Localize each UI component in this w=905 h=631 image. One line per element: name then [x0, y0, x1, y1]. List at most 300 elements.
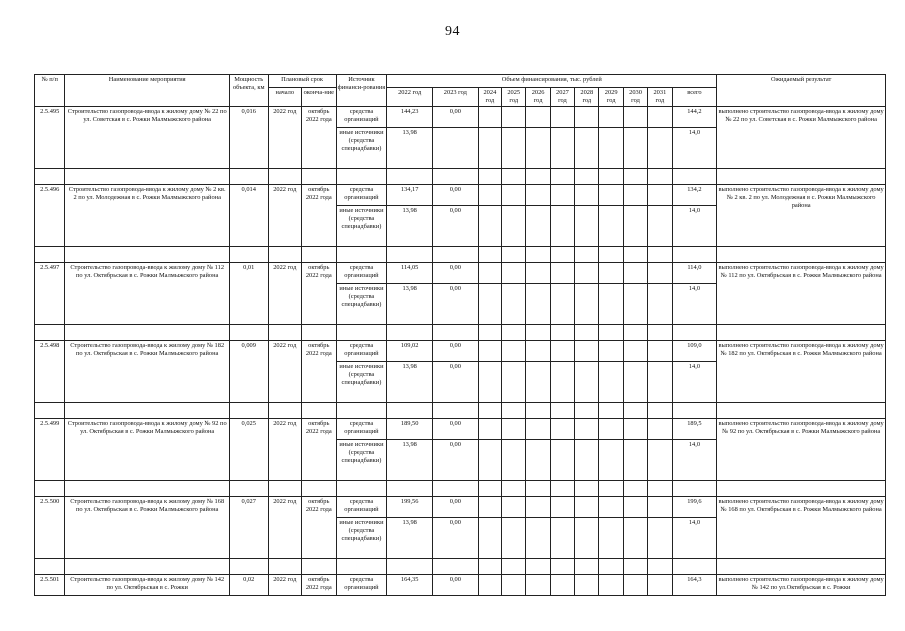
- gap-cell: [550, 559, 574, 575]
- value-empty-year: [550, 284, 574, 325]
- row-result: выполнено строительство газопровода-ввода к жилому дому № 142 по ул.Октябрьская в с. Рожки: [717, 575, 886, 596]
- value-empty-year: [526, 341, 550, 362]
- row-name: Строительство газопровода-ввода к жилому дому № 142 по ул. Октябрьская в с. Рожки: [65, 575, 230, 596]
- gap-cell: [526, 325, 550, 341]
- row-gap: [35, 169, 886, 185]
- gap-cell: [336, 559, 387, 575]
- gap-cell: [35, 403, 65, 419]
- value-empty-year: [623, 362, 647, 403]
- value-empty-year: [575, 440, 599, 481]
- row-name: Строительство газопровода-ввода к жилому дому № 92 по ул. Октябрьская в с. Рожки Малмыжского района: [65, 419, 230, 481]
- budget-table-sheet: [34, 74, 886, 596]
- value-2022: 164,35: [387, 575, 433, 596]
- value-empty-year: [599, 341, 623, 362]
- value-empty-year: [623, 497, 647, 518]
- value-empty-year: [599, 497, 623, 518]
- row-start: 2022 год: [268, 419, 302, 481]
- value-2022: 13,98: [387, 362, 433, 403]
- funding-source: средства организаций: [336, 497, 387, 518]
- value-empty-year: [550, 107, 574, 128]
- header-year: 2029 год: [599, 88, 623, 107]
- value-empty-year: [550, 518, 574, 559]
- value-2023: 0,00: [433, 206, 479, 247]
- header-year: 2023 год: [433, 88, 479, 107]
- budget-table: [34, 74, 886, 596]
- value-empty-year: [623, 263, 647, 284]
- gap-cell: [502, 247, 526, 263]
- gap-cell: [648, 481, 672, 497]
- row-number: 2.5.497: [35, 263, 65, 325]
- value-empty-year: [648, 419, 672, 440]
- gap-cell: [302, 325, 337, 341]
- gap-cell: [268, 247, 302, 263]
- gap-cell: [717, 325, 886, 341]
- value-empty-year: [502, 362, 526, 403]
- gap-cell: [387, 403, 433, 419]
- row-gap: [35, 403, 886, 419]
- row-capacity: 0,009: [229, 341, 268, 403]
- value-empty-year: [550, 575, 574, 596]
- funding-source: средства организаций: [336, 419, 387, 440]
- gap-cell: [623, 247, 647, 263]
- value-empty-year: [575, 128, 599, 169]
- value-total: 14,0: [672, 206, 717, 247]
- gap-cell: [35, 247, 65, 263]
- gap-cell: [229, 481, 268, 497]
- funding-source: средства организаций: [336, 341, 387, 362]
- value-2022: 199,56: [387, 497, 433, 518]
- value-empty-year: [599, 575, 623, 596]
- value-empty-year: [478, 497, 501, 518]
- row-result: выполнено строительство газопровода-ввода к жилому дому № 22 по ул. Советская в с. Рожки Малмыжского района: [717, 107, 886, 169]
- row-gap: [35, 481, 886, 497]
- row-number: 2.5.498: [35, 341, 65, 403]
- header-year: 2024 год: [478, 88, 501, 107]
- row-number: 2.5.495: [35, 107, 65, 169]
- gap-cell: [623, 169, 647, 185]
- gap-cell: [623, 481, 647, 497]
- row-capacity: 0,01: [229, 263, 268, 325]
- row-name: Строительство газопровода-ввода к жилому дому № 22 по ул. Советская в с. Рожки Малмыжского района: [65, 107, 230, 169]
- value-empty-year: [575, 341, 599, 362]
- gap-cell: [672, 481, 717, 497]
- gap-cell: [575, 559, 599, 575]
- value-empty-year: [478, 185, 501, 206]
- gap-cell: [717, 403, 886, 419]
- gap-cell: [302, 481, 337, 497]
- row-end: октябрь 2022 года: [302, 419, 337, 481]
- value-empty-year: [478, 107, 501, 128]
- gap-cell: [550, 247, 574, 263]
- value-empty-year: [502, 206, 526, 247]
- gap-cell: [478, 247, 501, 263]
- value-empty-year: [526, 518, 550, 559]
- row-start: 2022 год: [268, 107, 302, 169]
- value-empty-year: [550, 440, 574, 481]
- value-2022: 189,50: [387, 419, 433, 440]
- value-empty-year: [526, 362, 550, 403]
- row-name: Строительство газопровода-ввода к жилому дому № 182 по ул. Октябрьская в с. Рожки Малмыжского района: [65, 341, 230, 403]
- gap-cell: [717, 559, 886, 575]
- gap-cell: [302, 169, 337, 185]
- gap-cell: [672, 403, 717, 419]
- gap-cell: [229, 247, 268, 263]
- value-empty-year: [648, 107, 672, 128]
- gap-cell: [336, 169, 387, 185]
- gap-cell: [717, 481, 886, 497]
- gap-cell: [35, 559, 65, 575]
- value-empty-year: [599, 419, 623, 440]
- value-empty-year: [550, 362, 574, 403]
- value-2023: 0,00: [433, 362, 479, 403]
- row-capacity: 0,027: [229, 497, 268, 559]
- value-empty-year: [648, 284, 672, 325]
- value-empty-year: [502, 185, 526, 206]
- gap-cell: [387, 481, 433, 497]
- value-empty-year: [648, 185, 672, 206]
- value-empty-year: [478, 284, 501, 325]
- row-result: выполнено строительство газопровода-ввода к жилому дому № 92 по ул. Октябрьская в с. Рожки Малмыжского района: [717, 419, 886, 481]
- row-gap: [35, 325, 886, 341]
- gap-cell: [478, 325, 501, 341]
- value-empty-year: [478, 518, 501, 559]
- value-2022: 13,98: [387, 518, 433, 559]
- row-start: 2022 год: [268, 263, 302, 325]
- value-empty-year: [623, 107, 647, 128]
- gap-cell: [648, 325, 672, 341]
- value-empty-year: [648, 497, 672, 518]
- gap-cell: [433, 325, 479, 341]
- value-empty-year: [599, 206, 623, 247]
- value-empty-year: [648, 206, 672, 247]
- gap-cell: [229, 403, 268, 419]
- row-gap: [35, 247, 886, 263]
- value-2023: 0,00: [433, 518, 479, 559]
- gap-cell: [302, 559, 337, 575]
- value-empty-year: [550, 341, 574, 362]
- row-gap: [35, 559, 886, 575]
- value-2022: 134,17: [387, 185, 433, 206]
- gap-cell: [229, 325, 268, 341]
- value-empty-year: [575, 206, 599, 247]
- gap-cell: [229, 559, 268, 575]
- value-empty-year: [478, 362, 501, 403]
- header-source: Источник финанси-рования: [336, 75, 387, 107]
- gap-cell: [599, 247, 623, 263]
- gap-cell: [336, 403, 387, 419]
- row-number: 2.5.500: [35, 497, 65, 559]
- header-capacity: Мощность объекта, км: [229, 75, 268, 107]
- gap-cell: [648, 247, 672, 263]
- table-row: [35, 263, 886, 284]
- gap-cell: [550, 403, 574, 419]
- value-empty-year: [623, 284, 647, 325]
- header-year: 2031 год: [648, 88, 672, 107]
- value-empty-year: [502, 263, 526, 284]
- value-empty-year: [648, 263, 672, 284]
- header-row-1: [35, 75, 886, 88]
- gap-cell: [387, 559, 433, 575]
- row-end: октябрь 2022 года: [302, 185, 337, 247]
- row-end: октябрь 2022 года: [302, 263, 337, 325]
- value-empty-year: [502, 128, 526, 169]
- row-capacity: 0,02: [229, 575, 268, 596]
- gap-cell: [433, 481, 479, 497]
- gap-cell: [526, 169, 550, 185]
- value-empty-year: [526, 440, 550, 481]
- value-empty-year: [526, 575, 550, 596]
- gap-cell: [502, 169, 526, 185]
- header-total: всего: [672, 88, 717, 107]
- header-result: Ожидаемый результат: [717, 75, 886, 107]
- value-total: 144,2: [672, 107, 717, 128]
- value-empty-year: [502, 107, 526, 128]
- header-year: 2025 год: [502, 88, 526, 107]
- value-empty-year: [575, 362, 599, 403]
- funding-source: иные источники (средства спецнадбавки): [336, 362, 387, 403]
- header-num: № п/п: [35, 75, 65, 107]
- value-empty-year: [623, 518, 647, 559]
- value-empty-year: [599, 128, 623, 169]
- value-2023: [433, 128, 479, 169]
- funding-source: иные источники (средства спецнадбавки): [336, 518, 387, 559]
- gap-cell: [648, 403, 672, 419]
- value-2022: 13,98: [387, 440, 433, 481]
- value-2023: 0,00: [433, 497, 479, 518]
- gap-cell: [478, 403, 501, 419]
- value-empty-year: [648, 575, 672, 596]
- value-empty-year: [599, 107, 623, 128]
- gap-cell: [502, 403, 526, 419]
- gap-cell: [599, 325, 623, 341]
- value-2023: 0,00: [433, 263, 479, 284]
- header-year: 2030 год: [623, 88, 647, 107]
- value-empty-year: [526, 263, 550, 284]
- gap-cell: [65, 325, 230, 341]
- value-empty-year: [526, 206, 550, 247]
- value-empty-year: [550, 128, 574, 169]
- value-empty-year: [648, 128, 672, 169]
- value-empty-year: [648, 341, 672, 362]
- gap-cell: [526, 559, 550, 575]
- funding-source: средства организаций: [336, 263, 387, 284]
- row-end: октябрь 2022 года: [302, 575, 337, 596]
- row-capacity: 0,025: [229, 419, 268, 481]
- gap-cell: [268, 325, 302, 341]
- value-total: 189,5: [672, 419, 717, 440]
- gap-cell: [35, 481, 65, 497]
- row-number: 2.5.496: [35, 185, 65, 247]
- row-start: 2022 год: [268, 497, 302, 559]
- header-year: 2027 год: [550, 88, 574, 107]
- gap-cell: [433, 403, 479, 419]
- value-empty-year: [648, 440, 672, 481]
- value-total: 134,2: [672, 185, 717, 206]
- value-empty-year: [550, 419, 574, 440]
- funding-source: средства организаций: [336, 575, 387, 596]
- gap-cell: [717, 247, 886, 263]
- row-start: 2022 год: [268, 341, 302, 403]
- value-empty-year: [623, 575, 647, 596]
- row-number: 2.5.501: [35, 575, 65, 596]
- value-2023: 0,00: [433, 419, 479, 440]
- value-empty-year: [502, 341, 526, 362]
- value-empty-year: [599, 362, 623, 403]
- table-row: [35, 341, 886, 362]
- value-empty-year: [478, 419, 501, 440]
- value-empty-year: [648, 362, 672, 403]
- funding-source: средства организаций: [336, 107, 387, 128]
- gap-cell: [387, 169, 433, 185]
- row-result: выполнено строительство газопровода-ввода к жилому дому № 112 по ул. Октябрьская в с. Рожки Малмыжского района: [717, 263, 886, 325]
- gap-cell: [268, 559, 302, 575]
- value-empty-year: [502, 575, 526, 596]
- row-result: выполнено строительство газопровода-ввода к жилому дому № 2 кв. 2 по ул. Молодежная в с. Рожки Малмыжского района: [717, 185, 886, 247]
- value-empty-year: [575, 263, 599, 284]
- gap-cell: [478, 559, 501, 575]
- gap-cell: [526, 247, 550, 263]
- gap-cell: [575, 325, 599, 341]
- row-result: выполнено строительство газопровода-ввода к жилому дому № 168 по ул. Октябрьская в с. Рожки Малмыжского района: [717, 497, 886, 559]
- value-total: 164,3: [672, 575, 717, 596]
- gap-cell: [302, 247, 337, 263]
- value-empty-year: [623, 185, 647, 206]
- value-2022: 114,05: [387, 263, 433, 284]
- gap-cell: [599, 559, 623, 575]
- gap-cell: [672, 247, 717, 263]
- funding-source: иные источники (средства спецнадбавки): [336, 206, 387, 247]
- value-empty-year: [478, 440, 501, 481]
- gap-cell: [433, 559, 479, 575]
- value-empty-year: [575, 185, 599, 206]
- row-end: октябрь 2022 года: [302, 497, 337, 559]
- value-empty-year: [599, 263, 623, 284]
- value-empty-year: [526, 128, 550, 169]
- value-empty-year: [599, 440, 623, 481]
- gap-cell: [502, 559, 526, 575]
- gap-cell: [336, 247, 387, 263]
- value-empty-year: [526, 419, 550, 440]
- gap-cell: [672, 325, 717, 341]
- gap-cell: [717, 169, 886, 185]
- value-2022: 13,98: [387, 206, 433, 247]
- gap-cell: [550, 481, 574, 497]
- gap-cell: [433, 169, 479, 185]
- value-empty-year: [502, 440, 526, 481]
- value-empty-year: [575, 419, 599, 440]
- value-empty-year: [599, 284, 623, 325]
- gap-cell: [229, 169, 268, 185]
- value-empty-year: [648, 518, 672, 559]
- row-capacity: 0,014: [229, 185, 268, 247]
- gap-cell: [336, 481, 387, 497]
- gap-cell: [65, 481, 230, 497]
- value-total: 14,0: [672, 518, 717, 559]
- table-row: [35, 497, 886, 518]
- header-name: Наименование мероприятия: [65, 75, 230, 107]
- row-end: октябрь 2022 года: [302, 341, 337, 403]
- value-empty-year: [526, 185, 550, 206]
- value-empty-year: [575, 284, 599, 325]
- value-empty-year: [550, 185, 574, 206]
- gap-cell: [302, 403, 337, 419]
- value-2023: 0,00: [433, 284, 479, 325]
- gap-cell: [35, 169, 65, 185]
- value-2023: 0,00: [433, 341, 479, 362]
- row-name: Строительство газопровода-ввода к жилому дому № 2 кв. 2 по ул. Молодежная в с. Рожки Малмыжского района: [65, 185, 230, 247]
- value-empty-year: [502, 497, 526, 518]
- value-empty-year: [623, 128, 647, 169]
- gap-cell: [65, 403, 230, 419]
- value-2022: 109,02: [387, 341, 433, 362]
- header-year: 2028 год: [575, 88, 599, 107]
- value-2023: 0,00: [433, 575, 479, 596]
- gap-cell: [336, 325, 387, 341]
- row-capacity: 0,016: [229, 107, 268, 169]
- value-empty-year: [575, 518, 599, 559]
- row-name: Строительство газопровода-ввода к жилому дому № 112 по ул. Октябрьская в с. Рожки Малмыжского района: [65, 263, 230, 325]
- gap-cell: [648, 169, 672, 185]
- value-empty-year: [478, 128, 501, 169]
- value-empty-year: [550, 263, 574, 284]
- value-empty-year: [526, 497, 550, 518]
- funding-source: иные источники (средства спецнадбавки): [336, 128, 387, 169]
- row-start: 2022 год: [268, 575, 302, 596]
- row-end: октябрь 2022 года: [302, 107, 337, 169]
- gap-cell: [433, 247, 479, 263]
- gap-cell: [550, 169, 574, 185]
- header-start: начало: [268, 88, 302, 107]
- header-end: оконча-ние: [302, 88, 337, 107]
- value-2023: 0,00: [433, 107, 479, 128]
- table-row: [35, 185, 886, 206]
- value-2023: 0,00: [433, 440, 479, 481]
- gap-cell: [502, 481, 526, 497]
- value-total: 14,0: [672, 362, 717, 403]
- value-empty-year: [623, 206, 647, 247]
- row-result: выполнено строительство газопровода-ввода к жилому дому № 182 по ул. Октябрьская в с. Рожки Малмыжского района: [717, 341, 886, 403]
- value-empty-year: [575, 575, 599, 596]
- funding-source: средства организаций: [336, 185, 387, 206]
- gap-cell: [623, 325, 647, 341]
- header-year: 2026 год: [526, 88, 550, 107]
- value-2022: 13,98: [387, 128, 433, 169]
- gap-cell: [65, 169, 230, 185]
- row-number: 2.5.499: [35, 419, 65, 481]
- gap-cell: [672, 559, 717, 575]
- value-empty-year: [623, 419, 647, 440]
- gap-cell: [478, 169, 501, 185]
- gap-cell: [550, 325, 574, 341]
- gap-cell: [575, 169, 599, 185]
- gap-cell: [387, 247, 433, 263]
- gap-cell: [599, 403, 623, 419]
- value-total: 14,0: [672, 284, 717, 325]
- value-empty-year: [478, 206, 501, 247]
- gap-cell: [575, 403, 599, 419]
- value-empty-year: [526, 107, 550, 128]
- value-empty-year: [526, 284, 550, 325]
- gap-cell: [623, 559, 647, 575]
- gap-cell: [623, 403, 647, 419]
- funding-source: иные источники (средства спецнадбавки): [336, 284, 387, 325]
- table-row: [35, 419, 886, 440]
- gap-cell: [599, 169, 623, 185]
- gap-cell: [478, 481, 501, 497]
- gap-cell: [575, 481, 599, 497]
- value-empty-year: [550, 497, 574, 518]
- gap-cell: [65, 247, 230, 263]
